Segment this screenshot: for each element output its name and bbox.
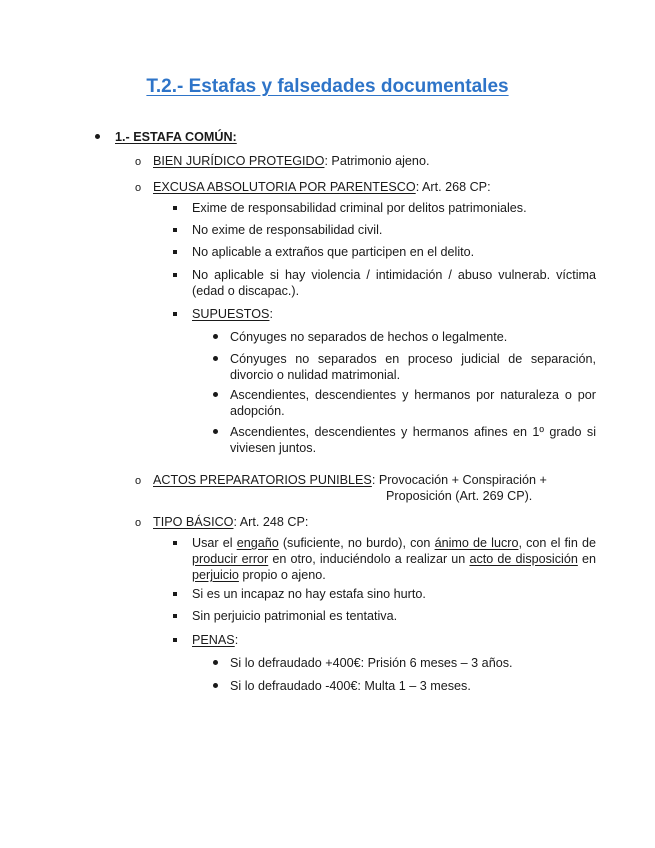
supuestos-colon: : bbox=[269, 307, 273, 321]
bien-juridico-label: BIEN JURÍDICO PROTEGIDO bbox=[153, 154, 325, 168]
excusa-item: No aplicable a extraños que participen en el delito. bbox=[192, 245, 475, 259]
bullet-circle-icon: o bbox=[135, 517, 142, 529]
bullet-square-icon bbox=[173, 228, 177, 232]
penas-label: PENAS bbox=[192, 633, 235, 647]
actos-text-line1: : Provocación + Conspiración + bbox=[371, 473, 547, 487]
tipo-text-part: Usar el bbox=[192, 536, 237, 550]
supuestos-heading bbox=[192, 306, 273, 322]
engano-term: engaño bbox=[236, 536, 279, 550]
bien-juridico-text: : Patrimonio ajeno. bbox=[324, 154, 430, 168]
bullet-dot-icon bbox=[213, 683, 218, 688]
tipo-text-part: , con el fin de bbox=[518, 536, 596, 550]
tipo-label: TIPO BÁSICO bbox=[153, 515, 234, 529]
bullet-circle-icon: o bbox=[135, 182, 142, 194]
bullet-square-icon bbox=[173, 273, 177, 277]
supuestos-label: SUPUESTOS bbox=[192, 307, 270, 321]
bullet-square-icon bbox=[173, 592, 177, 596]
pena-item: Si lo defraudado +400€: Prisión 6 meses – 3 años. bbox=[230, 656, 513, 670]
tipo-line bbox=[153, 514, 308, 530]
tipo-item: Si es un incapaz no hay estafa sino hurto. bbox=[192, 587, 426, 601]
actos-text-line2: Proposición (Art. 269 CP). bbox=[386, 489, 533, 503]
penas-heading bbox=[192, 632, 238, 648]
pena-item: Si lo defraudado -400€: Multa 1 – 3 meses. bbox=[230, 679, 471, 693]
perjuicio-term: perjuicio bbox=[192, 568, 239, 582]
bullet-circle-icon: o bbox=[135, 475, 142, 487]
bullet-dot-icon bbox=[95, 134, 100, 139]
excusa-item: No aplicable si hay violencia / intimidación / abuso vulnerab. víctima (edad o discapac.). bbox=[192, 268, 596, 298]
bullet-square-icon bbox=[173, 206, 177, 210]
supuesto-item: Ascendientes, descendientes y hermanos por naturaleza o por adopción. bbox=[230, 388, 596, 418]
bullet-dot-icon bbox=[213, 429, 218, 434]
bullet-dot-icon bbox=[213, 392, 218, 397]
supuesto-item: Cónyuges no separados de hechos o legalmente. bbox=[230, 330, 508, 344]
bullet-dot-icon bbox=[213, 334, 218, 339]
penas-colon: : bbox=[234, 633, 239, 647]
actos-line bbox=[153, 472, 547, 488]
bien-juridico-line bbox=[153, 153, 429, 169]
bullet-square-icon bbox=[173, 614, 177, 618]
tipo-text-part: (suficiente, no burdo), con bbox=[278, 536, 435, 550]
bullet-dot-icon bbox=[213, 660, 218, 665]
tipo-text-part: propio o ajeno. bbox=[238, 568, 326, 582]
tipo-text: : Art. 248 CP: bbox=[233, 515, 309, 529]
bullet-square-icon bbox=[173, 541, 177, 545]
supuesto-item: Ascendientes, descendientes y hermanos afines en 1º grado si viviesen juntos. bbox=[230, 425, 596, 455]
producir-error-term: producir error bbox=[192, 552, 269, 566]
tipo-text-part: en otro, induciéndolo a realizar un bbox=[268, 552, 470, 566]
excusa-label: EXCUSA ABSOLUTORIA POR PARENTESCO bbox=[153, 180, 416, 194]
section-heading: 1.- ESTAFA COMÚN: bbox=[115, 130, 237, 144]
actos-label: ACTOS PREPARATORIOS PUNIBLES bbox=[153, 473, 372, 487]
tipo-item: Sin perjuicio patrimonial es tentativa. bbox=[192, 609, 398, 623]
tipo-text-part: en bbox=[577, 552, 596, 566]
excusa-text: : Art. 268 CP: bbox=[415, 180, 491, 194]
supuesto-item: Cónyuges no separados en proceso judicial de separación, divorcio o nulidad matrimonial. bbox=[230, 352, 596, 382]
acto-disposicion-term: acto de disposición bbox=[469, 552, 578, 566]
animo-lucro-term: ánimo de lucro bbox=[434, 536, 519, 550]
excusa-line bbox=[153, 179, 491, 195]
excusa-item: No exime de responsabilidad civil. bbox=[192, 223, 383, 237]
bullet-circle-icon: o bbox=[135, 156, 142, 168]
bullet-square-icon bbox=[173, 250, 177, 254]
bullet-square-icon bbox=[173, 312, 177, 316]
bullet-square-icon bbox=[173, 638, 177, 642]
tipo-paragraph bbox=[192, 535, 596, 583]
bullet-dot-icon bbox=[213, 356, 218, 361]
excusa-item: Exime de responsabilidad criminal por delitos patrimoniales. bbox=[192, 201, 527, 215]
document-title: T.2.- Estafas y falsedades documentales bbox=[146, 76, 509, 97]
